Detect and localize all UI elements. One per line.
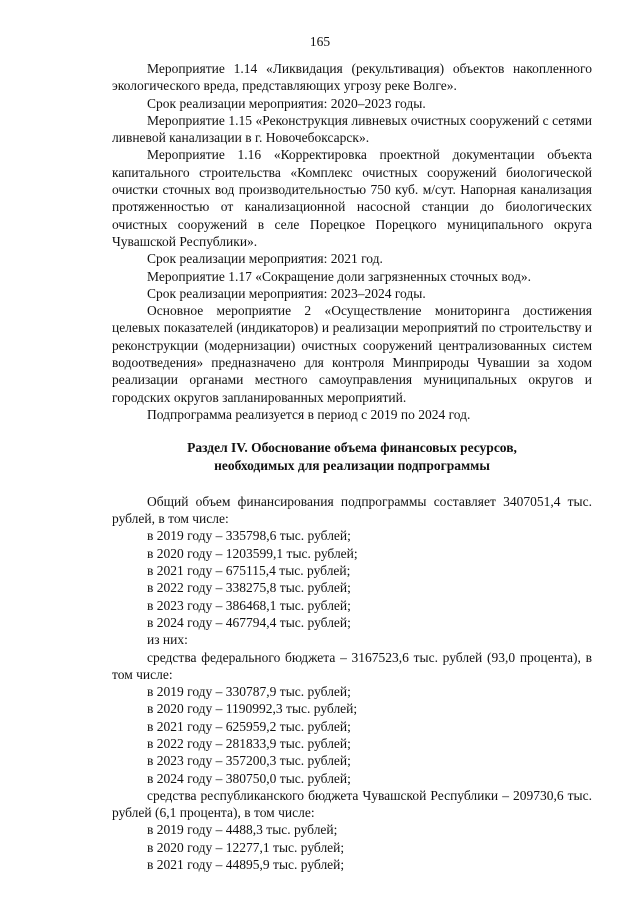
funding-total-year: в 2022 году – 338275,8 тыс. рублей;: [147, 580, 351, 596]
section-heading-line-1: Раздел IV. Обоснование объема финансовых ресурсов,: [187, 440, 517, 456]
funding-total-year: в 2021 году – 675115,4 тыс. рублей;: [147, 563, 351, 579]
document-body: [112, 60, 592, 873]
funding-federal-year: в 2022 году – 281833,9 тыс. рублей;: [147, 735, 351, 751]
paragraph-period: Подпрограмма реализуется в период с 2019 по 2024 год.: [147, 406, 471, 422]
funding-republic-intro: средства республиканского бюджета Чувашской Республики – 209730,6 тыс. рублей (6,1 процента), в том числе:: [112, 787, 592, 821]
paragraph-measure-1-16: Мероприятие 1.16 «Корректировка проектной документации объекта капитального строительства «Комплекс очистных сооружений биологической очистки сточных вод производительностью 750 куб. м/сут. Напорная канализация протяженностью от канализационной насосной станции до биологических очистных сооружений в селе Порецкое Порецкого муниципального округа Чувашской Республики».: [112, 147, 592, 249]
paragraph-measure-1-14: Мероприятие 1.14 «Ликвидация (рекультивация) объектов накопленного экологического вреда, представляющих угрозу реке Волге».: [112, 61, 592, 94]
funding-federal-year: в 2019 году – 330787,9 тыс. рублей;: [147, 684, 351, 700]
funding-of-which: из них:: [147, 632, 188, 648]
funding-total-year: в 2024 году – 467794,4 тыс. рублей;: [147, 614, 351, 630]
page-number: 165: [309, 34, 331, 49]
paragraph-deadline-1-14: Срок реализации мероприятия: 2020–2023 годы.: [147, 95, 426, 111]
funding-total-year: в 2023 году – 386468,1 тыс. рублей;: [147, 597, 351, 613]
paragraph-measure-1-17: Мероприятие 1.17 «Сокращение доли загрязненных сточных вод».: [147, 268, 531, 284]
paragraph-main-measure-2: Основное мероприятие 2 «Осуществление мониторинга достижения целевых показателей (индикаторов) и реализации мероприятий по строительству и реконструкции (модернизации) очистных сооружений централизованных систем водоотведения» предназначено для контроля Минприроды Чувашии за ходом реализации органами местного самоуправления муниципальных округов и городских округов запланированных мероприятий.: [112, 303, 592, 405]
funding-federal-year: в 2021 году – 625959,2 тыс. рублей;: [147, 718, 351, 734]
section-heading: [112, 439, 592, 474]
funding-total-year: в 2020 году – 1203599,1 тыс. рублей;: [147, 545, 358, 561]
paragraph-measure-1-15: Мероприятие 1.15 «Реконструкция ливневых очистных сооружений с сетями ливневой канализации в г. Новочебоксарск».: [112, 112, 592, 146]
funding-republic-year: в 2020 году – 12277,1 тыс. рублей;: [147, 839, 345, 855]
funding-republic-year: в 2021 году – 44895,9 тыс. рублей;: [147, 857, 345, 873]
paragraph-deadline-1-17: Срок реализации мероприятия: 2023–2024 годы.: [147, 285, 426, 301]
funding-total-year: в 2019 году – 335798,6 тыс. рублей;: [147, 528, 351, 544]
funding-federal-intro: средства федерального бюджета – 3167523,6 тыс. рублей (93,0 процента), в том числе:: [112, 649, 592, 682]
section-heading-line-2: необходимых для реализации подпрограммы: [214, 457, 490, 473]
funding-federal-year: в 2020 году – 1190992,3 тыс. рублей;: [147, 701, 358, 717]
funding-total-intro: Общий объем финансирования подпрограммы составляет 3407051,4 тыс. рублей, в том числе:: [112, 493, 592, 527]
paragraph-deadline-1-16: Срок реализации мероприятия: 2021 год.: [147, 251, 383, 267]
funding-federal-year: в 2023 году – 357200,3 тыс. рублей;: [147, 753, 351, 769]
funding-federal-year: в 2024 году – 380750,0 тыс. рублей;: [147, 770, 351, 786]
funding-republic-year: в 2019 году – 4488,3 тыс. рублей;: [147, 822, 338, 838]
